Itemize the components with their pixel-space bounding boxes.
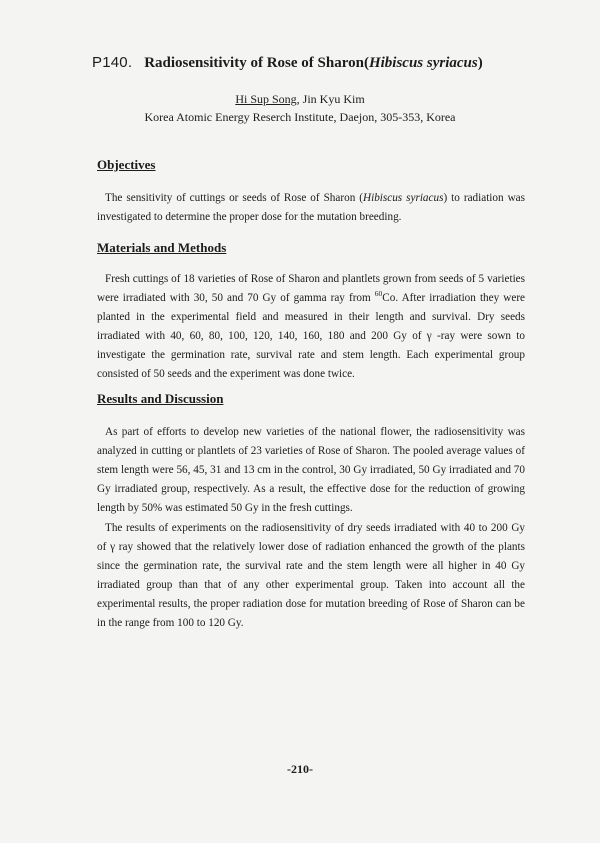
- author-presenting: Hi Sup Song: [235, 92, 297, 106]
- methods-text-b: Co. After irradiation they were planted in the experimental field and measured in their length and survival. Dry seeds irradiated with 40, 60, 80, 100, 120, 140, 160, 180 and 200 Gy of γ -ray were sown to investigate the germination rate, survival rate and stem length. Each experimental group consisted of 50 seeds and the experiment was done twice.: [97, 292, 526, 380]
- objectives-text-a: The sensitivity of cuttings or seeds of Rose of Sharon (: [105, 192, 363, 204]
- objectives-text-b: ) to radiation was investigated to determine the proper dose for the mutation breeding.: [97, 192, 525, 223]
- title-end: ): [477, 55, 483, 71]
- heading-results: Results and Discussion: [97, 391, 224, 406]
- authors: [0, 92, 600, 107]
- results-paragraph-2: The results of experiments on the radiosensitivity of dry seeds irradiated with 40 to 200 Gy of γ ray showed that the relatively lower dose of radiation enhanced the growth of the plants since the germination rate, the survival rate and the stem length were all higher in 40 Gy irradiated group than that of any other experimental group. Taken into account all the experimental results, the proper radiation dose for mutation breeding of Rose of Sharon can be in the range from 100 to 120 Gy.: [97, 522, 525, 629]
- results-paragraph-1: As part of efforts to develop new varieties of the national flower, the radiosensitivity was analyzed in cutting or plantlets of 23 varieties of Rose of Sharon. The pooled average values of stem length were 56, 45, 31 and 13 cm in the control, 30 Gy irradiated, 50 Gy irradiated and 70 Gy irradiated group, respectively. As a result, the effective dose for the reduction of growing length by 50% was estimated 50 Gy in the fresh cuttings.: [97, 426, 525, 514]
- page-number: -210-: [287, 762, 313, 776]
- methods-paragraph: [97, 270, 525, 384]
- title-species: Hibiscus syriacus: [368, 55, 478, 71]
- heading-methods: Materials and Methods: [97, 240, 227, 255]
- objectives-paragraph: [97, 189, 525, 227]
- objectives-species: Hibiscus syriacus: [363, 192, 444, 204]
- isotope-superscript: 60: [374, 289, 383, 298]
- title-row: [92, 54, 483, 72]
- title-main: Radiosensitivity of Rose of Sharon(: [144, 55, 369, 71]
- paper-id: P140.: [92, 54, 133, 71]
- affiliation: Korea Atomic Energy Reserch Institute, Daejon, 305-353, Korea: [144, 110, 456, 124]
- methods-text-a: Fresh cuttings of 18 varieties of Rose of Sharon and plantlets grown from seeds of 5 varieties were irradiated with 30, 50 and 70 Gy of gamma ray from: [97, 273, 525, 304]
- heading-objectives: Objectives: [97, 157, 156, 172]
- author-rest: , Jin Kyu Kim: [296, 92, 365, 106]
- paper-title: [144, 55, 483, 72]
